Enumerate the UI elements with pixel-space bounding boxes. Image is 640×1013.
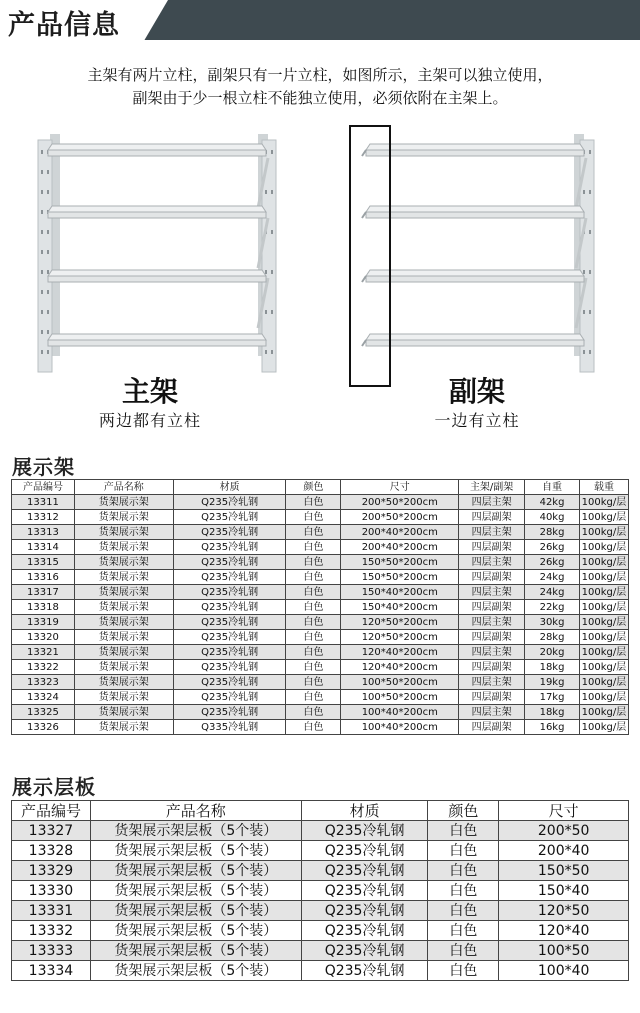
column-header: 尺寸 xyxy=(341,480,459,495)
table-cell: 四层副架 xyxy=(459,660,525,675)
table-cell: 四层副架 xyxy=(459,510,525,525)
table-cell: 白色 xyxy=(286,630,341,645)
table-cell: 四层主架 xyxy=(459,645,525,660)
table-cell: Q235冷轧钢 xyxy=(173,570,286,585)
column-header: 产品编号 xyxy=(12,480,75,495)
table-cell: 白色 xyxy=(428,921,499,941)
table-cell: 四层主架 xyxy=(459,495,525,510)
table-cell: 白色 xyxy=(286,540,341,555)
table-cell: 四层副架 xyxy=(459,570,525,585)
table-cell: 13326 xyxy=(12,720,75,735)
table-cell: 100kg/层 xyxy=(579,510,628,525)
table-cell: 货架展示架 xyxy=(74,615,173,630)
table-cell: Q235冷轧钢 xyxy=(173,585,286,600)
main-rack-image xyxy=(30,128,280,378)
table-cell: 白色 xyxy=(286,570,341,585)
table-cell: 13316 xyxy=(12,570,75,585)
table-cell: 100*40*200cm xyxy=(341,720,459,735)
column-header: 自重 xyxy=(525,480,580,495)
table-cell: 白色 xyxy=(428,861,499,881)
table-cell: 四层主架 xyxy=(459,705,525,720)
shelf-board-table xyxy=(11,800,629,981)
table-cell: Q235冷轧钢 xyxy=(173,555,286,570)
table-cell: 四层副架 xyxy=(459,720,525,735)
table-cell: Q235冷轧钢 xyxy=(301,901,428,921)
column-header: 主架/副架 xyxy=(459,480,525,495)
table-cell: 货架展示架层板（5个装） xyxy=(90,841,301,861)
table-cell: Q235冷轧钢 xyxy=(301,881,428,901)
column-header: 颜色 xyxy=(428,801,499,821)
table-cell: 100kg/层 xyxy=(579,570,628,585)
table-cell: 13323 xyxy=(12,675,75,690)
table-cell: Q235冷轧钢 xyxy=(173,495,286,510)
table-cell: 货架展示架 xyxy=(74,570,173,585)
table-cell: 120*50*200cm xyxy=(341,630,459,645)
table-cell: 13333 xyxy=(12,941,91,961)
table-cell: 白色 xyxy=(286,555,341,570)
table-row xyxy=(12,705,629,720)
table-cell: 白色 xyxy=(286,600,341,615)
table-row xyxy=(12,510,629,525)
table-row xyxy=(12,660,629,675)
table-cell: 货架展示架 xyxy=(74,660,173,675)
table-cell: Q235冷轧钢 xyxy=(301,961,428,981)
table-row xyxy=(12,841,629,861)
table-row xyxy=(12,861,629,881)
table-cell: Q235冷轧钢 xyxy=(301,841,428,861)
table-cell: Q235冷轧钢 xyxy=(301,861,428,881)
display-rack-table xyxy=(11,479,629,735)
table-cell: 26kg xyxy=(525,540,580,555)
table-row xyxy=(12,645,629,660)
table-cell: 四层副架 xyxy=(459,540,525,555)
column-header: 颜色 xyxy=(286,480,341,495)
table-cell: 货架展示架层板（5个装） xyxy=(90,941,301,961)
sub-rack-caption: 一边有立柱 xyxy=(434,411,520,430)
table-cell: 货架展示架 xyxy=(74,675,173,690)
table-cell: 13324 xyxy=(12,690,75,705)
table-cell: 13321 xyxy=(12,645,75,660)
table-cell: 200*40*200cm xyxy=(341,540,459,555)
table-cell: 100kg/层 xyxy=(579,630,628,645)
table-cell: Q235冷轧钢 xyxy=(301,821,428,841)
table-cell: 120*40*200cm xyxy=(341,645,459,660)
table-cell: 19kg xyxy=(525,675,580,690)
table-cell: 100*40 xyxy=(499,961,629,981)
table-cell: 150*40 xyxy=(499,881,629,901)
table-cell: 13332 xyxy=(12,921,91,941)
table-header-row xyxy=(12,801,629,821)
table-cell: 150*50*200cm xyxy=(341,555,459,570)
table-cell: 13330 xyxy=(12,881,91,901)
header-banner xyxy=(0,0,640,40)
table-cell: Q235冷轧钢 xyxy=(173,630,286,645)
table-cell: 白色 xyxy=(286,690,341,705)
table-cell: 13334 xyxy=(12,961,91,981)
table-cell: 13317 xyxy=(12,585,75,600)
table-cell: 四层副架 xyxy=(459,690,525,705)
table-cell: Q235冷轧钢 xyxy=(173,600,286,615)
section-title-shelf-board: 展示层板 xyxy=(12,775,96,799)
column-header: 载重 xyxy=(579,480,628,495)
table-cell: 13314 xyxy=(12,540,75,555)
table-cell: 货架展示架层板（5个装） xyxy=(90,861,301,881)
table-cell: 13313 xyxy=(12,525,75,540)
table-cell: 白色 xyxy=(286,495,341,510)
table-cell: 白色 xyxy=(286,660,341,675)
table-row xyxy=(12,600,629,615)
table-cell: 货架展示架 xyxy=(74,630,173,645)
table-cell: 货架展示架层板（5个装） xyxy=(90,901,301,921)
table-cell: Q235冷轧钢 xyxy=(173,540,286,555)
table-cell: 13331 xyxy=(12,901,91,921)
table-cell: 18kg xyxy=(525,660,580,675)
section-title-display-rack: 展示架 xyxy=(12,455,75,479)
table-cell: 22kg xyxy=(525,600,580,615)
table-row xyxy=(12,941,629,961)
table-row xyxy=(12,570,629,585)
table-cell: 货架展示架 xyxy=(74,525,173,540)
table-cell: 13320 xyxy=(12,630,75,645)
table-cell: 白色 xyxy=(428,961,499,981)
table-cell: 120*40*200cm xyxy=(341,660,459,675)
table-cell: 四层主架 xyxy=(459,525,525,540)
table-cell: 150*50 xyxy=(499,861,629,881)
table-cell: 13311 xyxy=(12,495,75,510)
table-cell: 货架展示架 xyxy=(74,555,173,570)
table-cell: 货架展示架层板（5个装） xyxy=(90,881,301,901)
sub-rack-illustration xyxy=(346,124,606,392)
table-cell: 13322 xyxy=(12,660,75,675)
table-cell: Q235冷轧钢 xyxy=(173,615,286,630)
table-cell: 四层主架 xyxy=(459,585,525,600)
table-cell: 货架展示架 xyxy=(74,540,173,555)
column-header: 材质 xyxy=(301,801,428,821)
table-cell: 120*50 xyxy=(499,901,629,921)
table-row xyxy=(12,921,629,941)
table-row xyxy=(12,585,629,600)
table-cell: 100kg/层 xyxy=(579,525,628,540)
table-cell: 货架展示架 xyxy=(74,645,173,660)
table-row xyxy=(12,901,629,921)
table-row xyxy=(12,495,629,510)
table-cell: 四层主架 xyxy=(459,555,525,570)
table-cell: 100kg/层 xyxy=(579,660,628,675)
table-cell: 18kg xyxy=(525,705,580,720)
table-cell: 100kg/层 xyxy=(579,675,628,690)
table-cell: 100kg/层 xyxy=(579,690,628,705)
table-cell: 26kg xyxy=(525,555,580,570)
table-cell: 四层副架 xyxy=(459,630,525,645)
table-cell: 货架展示架层板（5个装） xyxy=(90,921,301,941)
table-cell: 150*40*200cm xyxy=(341,600,459,615)
table-cell: 白色 xyxy=(428,841,499,861)
table-cell: 120*40 xyxy=(499,921,629,941)
intro-line-1: 主架有两片立柱，副架只有一片立柱，如图所示，主架可以独立使用， xyxy=(87,66,553,84)
table-cell: 13312 xyxy=(12,510,75,525)
table-cell: Q235冷轧钢 xyxy=(173,705,286,720)
table-cell: 120*50*200cm xyxy=(341,615,459,630)
table-cell: 42kg xyxy=(525,495,580,510)
table-cell: 货架展示架 xyxy=(74,705,173,720)
table-cell: 白色 xyxy=(286,705,341,720)
table-cell: 150*40*200cm xyxy=(341,585,459,600)
table-cell: 白色 xyxy=(286,615,341,630)
table-row xyxy=(12,630,629,645)
table-cell: 四层主架 xyxy=(459,675,525,690)
table-row xyxy=(12,690,629,705)
table-row xyxy=(12,525,629,540)
table-cell: Q335冷轧钢 xyxy=(173,720,286,735)
table-cell: 200*50*200cm xyxy=(341,495,459,510)
table-cell: 100kg/层 xyxy=(579,540,628,555)
table-cell: 货架展示架 xyxy=(74,510,173,525)
table-cell: 货架展示架 xyxy=(74,495,173,510)
main-rack-illustration xyxy=(30,128,280,382)
table-cell: 100kg/层 xyxy=(579,600,628,615)
table-cell: Q235冷轧钢 xyxy=(173,510,286,525)
intro-text xyxy=(0,64,640,110)
table-row xyxy=(12,615,629,630)
table-cell: 100kg/层 xyxy=(579,645,628,660)
table-cell: 100kg/层 xyxy=(579,495,628,510)
column-header: 尺寸 xyxy=(499,801,629,821)
table-cell: 13318 xyxy=(12,600,75,615)
sub-rack-title: 副架 xyxy=(448,375,505,408)
table-cell: 24kg xyxy=(525,570,580,585)
table-cell: 200*40 xyxy=(499,841,629,861)
table-cell: 货架展示架层板（5个装） xyxy=(90,821,301,841)
table-cell: 13315 xyxy=(12,555,75,570)
table-row xyxy=(12,675,629,690)
table-cell: 白色 xyxy=(428,821,499,841)
table-cell: Q235冷轧钢 xyxy=(173,660,286,675)
table-cell: 白色 xyxy=(428,881,499,901)
table-cell: 100*50 xyxy=(499,941,629,961)
page-title: 产品信息 xyxy=(8,10,120,41)
column-header: 产品名称 xyxy=(90,801,301,821)
table-cell: 100kg/层 xyxy=(579,585,628,600)
table-cell: 100kg/层 xyxy=(579,555,628,570)
table-cell: 100kg/层 xyxy=(579,615,628,630)
table-cell: 40kg xyxy=(525,510,580,525)
table-cell: 四层主架 xyxy=(459,615,525,630)
table-cell: 100kg/层 xyxy=(579,705,628,720)
table-cell: Q235冷轧钢 xyxy=(173,675,286,690)
table-cell: 20kg xyxy=(525,645,580,660)
table-cell: Q235冷轧钢 xyxy=(301,941,428,961)
table-cell: 200*40*200cm xyxy=(341,525,459,540)
table-cell: 白色 xyxy=(286,645,341,660)
column-header: 材质 xyxy=(173,480,286,495)
table-cell: 100*50*200cm xyxy=(341,675,459,690)
table-cell: 16kg xyxy=(525,720,580,735)
table-cell: 13327 xyxy=(12,821,91,841)
table-cell: 白色 xyxy=(286,585,341,600)
table-cell: 货架展示架 xyxy=(74,690,173,705)
table-cell: 白色 xyxy=(428,941,499,961)
table-cell: 100*50*200cm xyxy=(341,690,459,705)
table-cell: 白色 xyxy=(286,525,341,540)
table-cell: 白色 xyxy=(428,901,499,921)
table-cell: 100kg/层 xyxy=(579,720,628,735)
table-cell: 100*40*200cm xyxy=(341,705,459,720)
table-row xyxy=(12,720,629,735)
column-header: 产品编号 xyxy=(12,801,91,821)
table-cell: 货架展示架 xyxy=(74,585,173,600)
table-cell: 货架展示架 xyxy=(74,600,173,615)
main-rack-title: 主架 xyxy=(121,375,178,408)
table-cell: 28kg xyxy=(525,525,580,540)
table-cell: 白色 xyxy=(286,720,341,735)
table-cell: 13319 xyxy=(12,615,75,630)
table-cell: 13329 xyxy=(12,861,91,881)
table-cell: Q235冷轧钢 xyxy=(173,645,286,660)
table-cell: 四层副架 xyxy=(459,600,525,615)
table-cell: 200*50*200cm xyxy=(341,510,459,525)
table-cell: Q235冷轧钢 xyxy=(173,525,286,540)
table-cell: 17kg xyxy=(525,690,580,705)
table-cell: 货架展示架层板（5个装） xyxy=(90,961,301,981)
table-cell: 24kg xyxy=(525,585,580,600)
table-cell: 150*50*200cm xyxy=(341,570,459,585)
table-cell: 200*50 xyxy=(499,821,629,841)
table-cell: Q235冷轧钢 xyxy=(301,921,428,941)
table-cell: 白色 xyxy=(286,510,341,525)
table-cell: 13325 xyxy=(12,705,75,720)
table-row xyxy=(12,540,629,555)
table-cell: 30kg xyxy=(525,615,580,630)
table-cell: 货架展示架 xyxy=(74,720,173,735)
table-cell: 13328 xyxy=(12,841,91,861)
intro-line-2: 副架由于少一根立柱不能独立使用，必须依附在主架上。 xyxy=(132,89,508,107)
table-row xyxy=(12,555,629,570)
sub-rack-image xyxy=(346,124,606,388)
main-rack-caption: 两边都有立柱 xyxy=(98,411,201,430)
table-row xyxy=(12,881,629,901)
table-cell: 28kg xyxy=(525,630,580,645)
table-row xyxy=(12,821,629,841)
table-header-row xyxy=(12,480,629,495)
table-row xyxy=(12,961,629,981)
table-cell: Q235冷轧钢 xyxy=(173,690,286,705)
column-header: 产品名称 xyxy=(74,480,173,495)
table-cell: 白色 xyxy=(286,675,341,690)
